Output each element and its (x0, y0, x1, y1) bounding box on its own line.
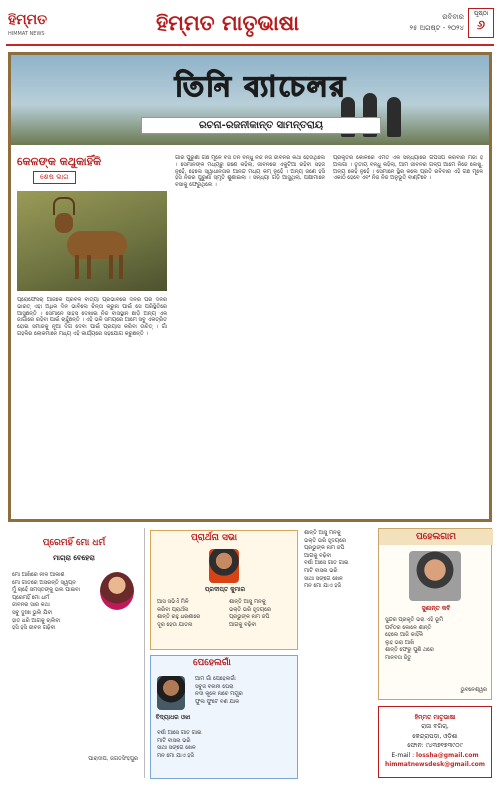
poem-line: ସବୁ ଦୁଃଖ ଭୁଲି ଯିବା (12, 609, 53, 616)
poem-line: ଶାନ୍ତି ଆସୁ ମନକୁ (304, 530, 341, 536)
feature-story (8, 52, 492, 522)
feature-byline: ରଚନା-ରଜନୀକାନ୍ତ ସାମନ୍ତରାୟ (141, 117, 381, 134)
pahalgam-poem-box (378, 528, 492, 700)
poem-title: ପ୍ରେମହିଁ ମୋ ଧର୍ମ (42, 538, 106, 548)
issue-date: ୨୫ ଅଗଷ୍ଟ - ୨୦୨୪ (409, 24, 464, 32)
poem-line: ଆଗକୁ ବଢ଼ିବା (229, 621, 257, 628)
email-link[interactable]: lossha@gmail.com (416, 751, 479, 759)
poem-line: କରିବା ପ୍ରାର୍ଥନା (157, 606, 189, 613)
poem-line: ମାନବତା ଜିତୁ (385, 654, 412, 661)
paper-title: ହିମ୍ମତ ମାତୃଭାଷା (156, 10, 300, 35)
poem-line: ସୁନ୍ଦର ପ୍ରକୃତି ଭରା ଏହି ଭୂମି (385, 617, 444, 623)
article-column-2 (175, 155, 325, 517)
poem-line: ଦୂର ହେଉ ଯାତନା (157, 621, 193, 628)
deer-leg (87, 255, 91, 279)
deer-leg (109, 255, 113, 279)
poem-lines (12, 572, 98, 633)
village-poem-box (150, 655, 298, 779)
masthead (6, 6, 494, 46)
poem-author: ବିଦ୍ୟାଧର ଓଝା (155, 714, 191, 721)
column-badge: ଶେଷ ଭାଗ (33, 171, 76, 184)
article-paragraph: ଗାଁର ପୁରୁଣା ଗଛ ମୂଳେ ବସି ତିନି ବନ୍ଧୁ ନିଜ ନିଜ ଜୀବନର କଥା ହେଉଥିଲେ । ସେମାନଙ୍କ ମଧ୍ୟରୁ ଜଣେ କହିଲା, ଜୀବନରେ ଏକୁଟିଆ ରହିବା ସହଜ ନୁହେଁ, ହେଲେ ସ୍ୱାଧୀନତାର ଆନନ୍ଦ ମଧ୍ୟ କମ୍ ନୁହେଁ । ଅନ୍ୟ ଜଣେ ହସି ହସି ନିଜର ପୁରୁଣା ସ୍ମୃତି ଶୁଣାଇଲା । ସନ୍ଧ୍ୟା ଗଡ଼ି ଆସୁଥିଲା, ପକ୍ଷୀମାନେ ବସାକୁ ଫେରୁଥିଲେ । (175, 155, 325, 189)
page-label: ପୃଷ୍ଠା (473, 10, 489, 17)
poem-line: ହସି ହସି ଜୀବନ ଗଢ଼ିବା (12, 625, 56, 632)
issue-day: ରବିବାର (442, 13, 464, 21)
poem-author: ମାଗ୍ରା ବେହେରା (53, 554, 95, 562)
poem-line: ପ୍ରଭୁଙ୍କ ନାମ ଜପି (304, 545, 345, 552)
poem-line: ଭକ୍ତି ଭରି ହୃଦୟରେ (229, 606, 271, 613)
logo-text: ହିମ୍ମତ (8, 12, 48, 28)
poem-line: ହାତ ଧରି ଆଗକୁ ଚାଲିବା (12, 617, 61, 624)
author-photo (100, 572, 134, 610)
contact-address-1: ରାଜା ବଗିଚା, (421, 723, 449, 731)
poem-lines (157, 599, 223, 629)
poem-line: ନଦୀ କୂଳେ ନାଚେ ମୟୂର (195, 691, 243, 698)
poem-lines (385, 617, 487, 663)
contact-phone: ଫୋନ: ୯୪୩୭୧୭୩୯୦୯ (407, 742, 463, 750)
hero-image (11, 55, 489, 145)
poem-line: ମୋ ଆଖିରେ ନୀଳ ଆକାଶ (12, 572, 65, 578)
poem-line: ପ୍ରେମହିଁ ମୋ ଧର୍ମ (12, 594, 50, 601)
poem-lines (157, 730, 295, 760)
poem-continuation (304, 530, 374, 591)
poem-author: ପ୍ରଦୀପ୍ତ କୁମାର (204, 586, 246, 593)
poem-line: ଆଗକୁ ବଢ଼ିବା (304, 552, 332, 559)
deer-leg (119, 255, 123, 279)
poem-line: ପ୍ରଭୁଙ୍କ ନାମ ଜପି (229, 614, 270, 621)
poem-line: ଆମ ଗାଁ ପେହେଲଗାଁ (195, 676, 236, 682)
deer-photo (17, 191, 167, 291)
poem-line: ବର୍ଷା ଆସେ ଗୀତ ଗାଇ (304, 560, 349, 567)
poem-line: ଶାନ୍ତି ଫେରୁ ପୁଣି ଥରେ (385, 647, 434, 654)
poem-line: ଆସ ସଭିଏଁ ମିଳି (157, 599, 189, 605)
poem-line: ବର୍ଷା ଆସେ ଗୀତ ଗାଇ (157, 730, 202, 736)
poem-lines (195, 676, 295, 706)
logo-subtitle: HIMMAT NEWS (8, 31, 45, 37)
issue-info (410, 12, 465, 34)
poem-line: ସାଥୀ ସଙ୍ଗେ ଖେଳ (304, 575, 343, 582)
poem-title: ପେହେଲଗାଁ (193, 658, 231, 668)
poem-column-left (8, 528, 140, 778)
contact-title: ହିମ୍ମତ ମାତୃଭାଷା (414, 714, 456, 721)
poem-line: ସାଥୀ ସଙ୍ଗେ ଖେଳ (157, 745, 196, 752)
prayer-poem-box (150, 530, 298, 650)
poem-line: ହେଲେ ଆଜି କାହିଁକି (385, 632, 423, 639)
column-title: କେଳଙ୍କ କଥୁକାହିଁକି (17, 155, 102, 168)
poem-lines (229, 599, 295, 629)
poem-title: ପ୍ରାର୍ଥନା ସଭା (191, 533, 237, 543)
poem-line: ଭକ୍ତି ଭରି ହୃଦୟରେ (304, 537, 346, 544)
poem-title: ପହେଲଗାମ (379, 529, 493, 545)
poem-line: ଶାନ୍ତି ରହୁ ଧରଣୀରେ (157, 614, 201, 621)
poem-line: ମନ ମୋ ଯାଏ ହଜି (157, 752, 195, 759)
author-photo (209, 549, 239, 583)
poem-line: ମନ ମୋ ଯାଏ ହଜି (304, 583, 342, 590)
article-column-3 (333, 155, 483, 517)
poem-line: ମୋ ଗୀତରେ ଅସରନ୍ତି ସ୍ୱପ୍ନ (12, 579, 76, 586)
poem-line: ମାଟି ବାସନା ଭରି (157, 737, 191, 744)
poem-line: ସବୁଜ ବନାନୀ ଘେରା (195, 683, 234, 690)
page-number: ୬ (476, 18, 486, 33)
poem-place: ଭୁବନେଶ୍ୱର (460, 687, 487, 693)
deer-leg (75, 255, 79, 279)
contact-address-2: କେନ୍ଦ୍ରାପଡ଼ା, ଓଡ଼ିଶା (412, 732, 458, 740)
author-photo (409, 551, 461, 601)
poem-line: ମାଟି ବାସନା ଭରି (304, 567, 338, 574)
email-label: E-mail : (391, 751, 417, 759)
page-badge (468, 8, 494, 38)
poem-line: ଲୁହ ଭରା ଆଖି (385, 639, 415, 646)
email-link[interactable]: himmatnewsdesk@gmail.com (384, 761, 486, 769)
poem-line: ଫୁଲ ଫୁଟେ ବଣ ଯାକ (195, 698, 239, 705)
article-paragraph: ପ୍ରକୃତିର କୋଳରେ ଏମିତି ଏକ ସନ୍ଧ୍ୟାରେ ଗପସପ କରିବାର ମଜା ହିଁ ଅଲଗା । ତୃତୀୟ ବନ୍ଧୁ କହିଲା, ଆମ ଜୀବନର ଗଳ୍ପ ଆମେ ନିଜେ ଲେଖୁ, ଅନ୍ୟ କେହି ନୁହେଁ । ସେମାନେ ସ୍ଥିର କଲେ ପ୍ରତି ରବିବାର ଏହି ଗଛ ମୂଳେ ଏକାଠି ହେବେ ଏବଂ ନିଜ ନିଜ ଅନୁଭୂତି ବାଣ୍ଟିବେ । (333, 155, 483, 182)
contact-box (378, 706, 492, 778)
contact-email-row (379, 751, 491, 760)
poem-author: ସୁଶାନ୍ତ କବି (421, 605, 451, 612)
newspaper-logo (6, 10, 62, 42)
author-photo (157, 676, 185, 710)
silhouette-figure (387, 97, 401, 137)
poem-place: ପାରାଦୀପ, ଜଗତସିଂହପୁର (88, 756, 138, 762)
poem-line: ପର୍ବତର କୋଳେ ଶାନ୍ତି (385, 624, 432, 631)
poem-line: ମୁଁ ଚାହେଁ ସମସ୍ତଙ୍କୁ ଭଲ ପାଇବା (12, 587, 80, 594)
deer-head (55, 213, 73, 233)
feature-title: তিনি ব্যাচেলর (175, 70, 347, 103)
article-paragraph: ପ୍ରୋଫେସର୍ ଆଜକେ ପ୍ରବଳ ବାତ୍ୟା ପ୍ରଭାବରେ ଦିନର ପର ଦିନର ଭାରତ୍ ଏହା ଅଧିକ ଦିନ ଭାବିଲେ ଚିନ୍ତା କରୁନା ପାଇଁ ସେ ପରିସ୍ଥିତିରେ ଆସୁଛନ୍ତି । ସେମାନେ ସାହସ ଦେଖାଇ ନିଜ ବାସସ୍ଥାନ ଛାଡ଼ି ଅନ୍ୟ ଏକ ଜାଗାରେ ରହିବା ପାଇଁ ଚାହୁଁଛନ୍ତି । ଏହି ଭଳି ସମୟରେ ଆମେ ସବୁ ଏକତ୍ରିତ ହୋଇ ସମାଜକୁ ନୂଆ ଦିଗ ଦେବା ପାଇଁ ପ୍ରୟାସ କରିବା ଉଚିତ୍ । ଗାଁ ଗହଳିର ଲୋକମାନେ ମଧ୍ୟ ଏହି କାର୍ଯ୍ୟରେ ସହଯୋଗ କରୁଛନ୍ତି । (17, 297, 167, 337)
poem-line: ଜୀବନର ସାର କଥା (12, 602, 50, 609)
article-column-1 (17, 297, 167, 517)
column-divider (144, 528, 145, 778)
poem-line: ଶାନ୍ତି ଆସୁ ମନକୁ (229, 599, 266, 605)
